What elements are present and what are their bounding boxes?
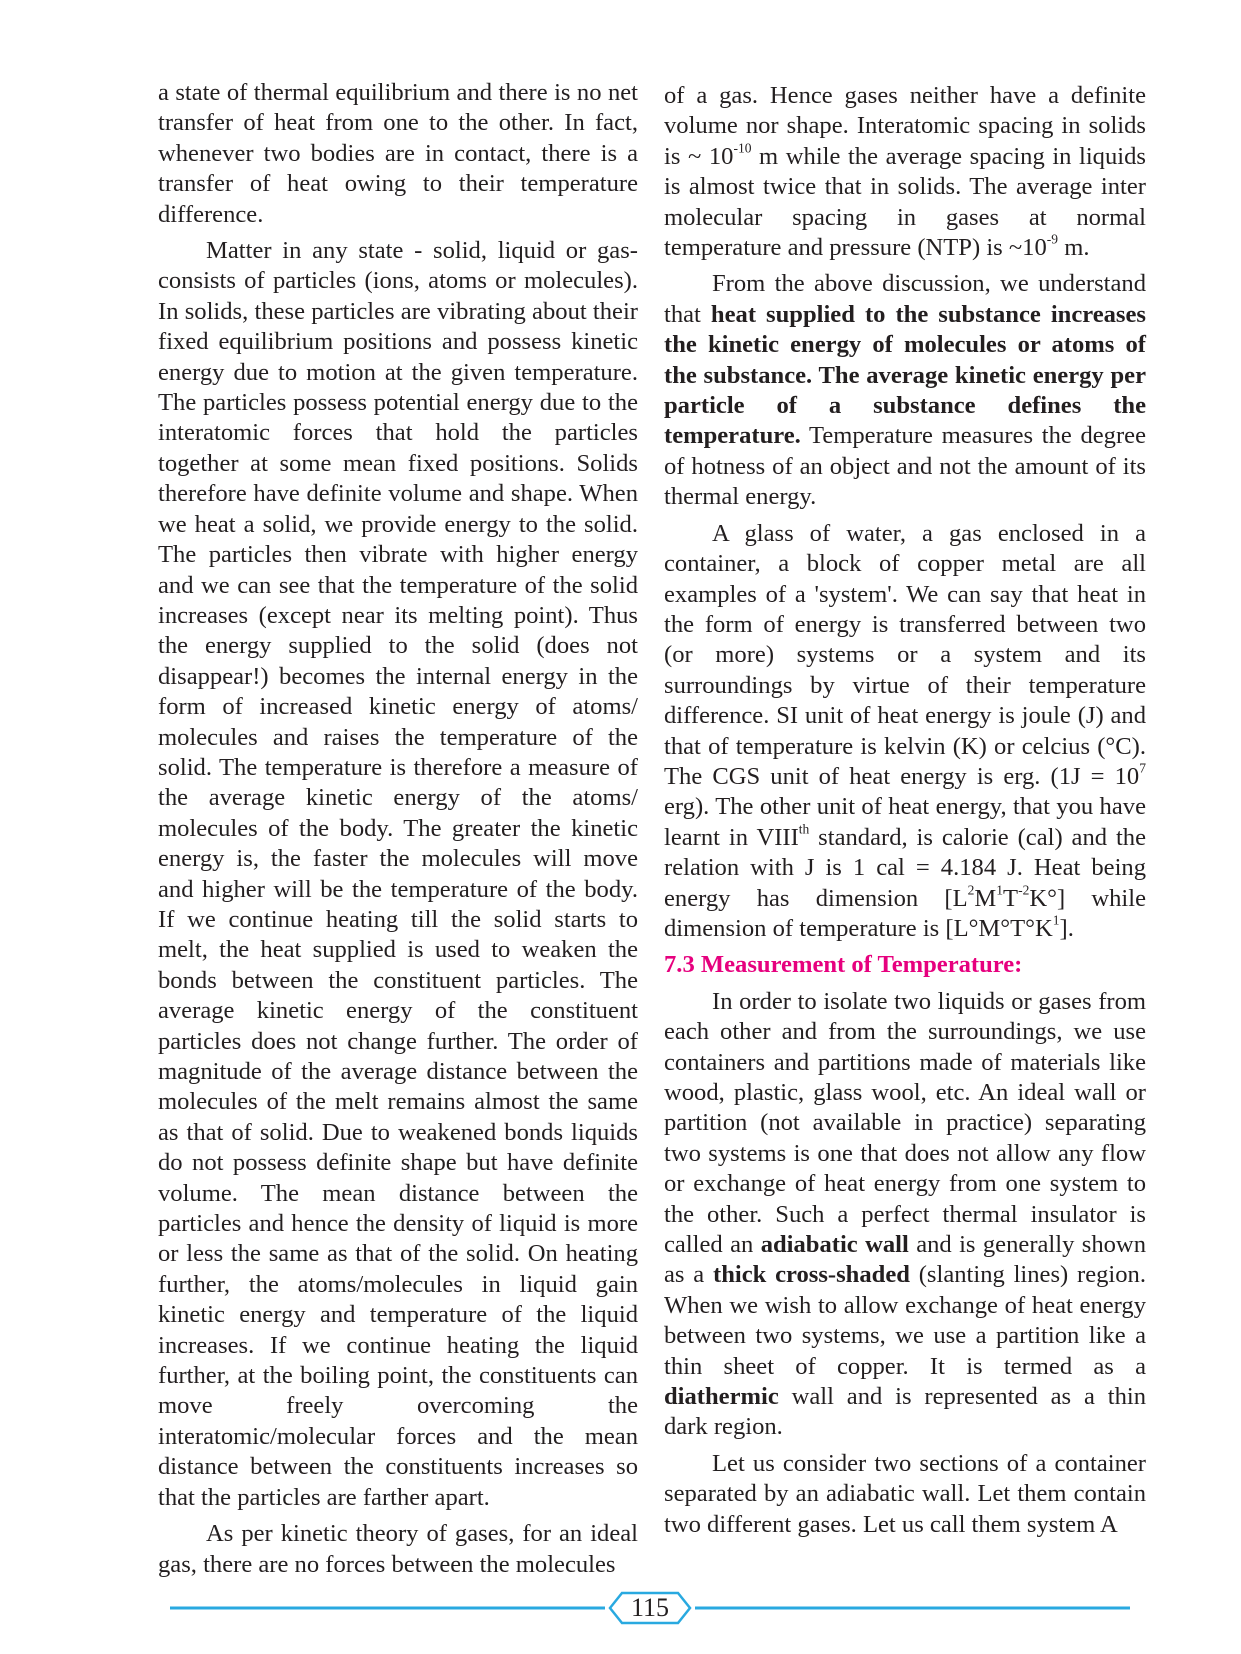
superscript: 7	[1139, 760, 1146, 776]
text-run: wall and is represented as a thin dark region.	[664, 1383, 1146, 1441]
paragraph	[664, 81, 1146, 263]
paragraph: As per kinetic theory of gases, for an ideal gas, there are no forces between the molecules	[158, 1520, 638, 1578]
text-run: ].	[1059, 914, 1074, 942]
text-run: A glass of water, a gas enclosed in a container, a block of copper metal are all examples of a 'system'. We can say that heat in the form of energy is transferred between two (or more) systems or a system and its surroundings by virtue of their temperature difference. SI unit of heat energy is joule (J) and that of temperature is kelvin (K) or celcius (°C). The CGS unit of heat energy is erg. (1J = 10	[664, 519, 1146, 790]
superscript: -9	[1046, 231, 1059, 247]
paragraph	[664, 519, 1146, 945]
text-run: (slanting lines) region. When we wish to allow exchange of heat energy between two systems, we use a partition like a thin sheet of copper. It is termed as a	[664, 1261, 1147, 1380]
paragraph	[664, 987, 1146, 1443]
text-run: standard, is calorie (cal) and the relation with J is 1 cal = 4.184 J. Heat being energy has dimension [L	[664, 823, 1146, 912]
superscript: 1	[996, 882, 1004, 898]
text-run: and is generally shown as a	[664, 1231, 1146, 1289]
superscript: -2	[1018, 882, 1030, 898]
right-column	[664, 81, 1146, 1546]
left-column	[158, 78, 638, 1586]
bold-text: adiabatic wall	[760, 1231, 909, 1259]
superscript: 1	[1052, 912, 1060, 928]
bold-text: thick cross-shaded	[713, 1261, 910, 1289]
superscript: th	[798, 821, 810, 837]
text-run: of a gas. Hence gases neither have a definite volume nor shape. Interatomic spacing in solids is ~ 10	[664, 82, 1146, 170]
text-run: Temperature measures the degree of hotness of an object and not the amount of its thermal energy.	[664, 422, 1146, 511]
text-run: In order to isolate two liquids or gases from each other and from the surroundings, we use containers and partitions made of materials like wood, plastic, glass wool, etc. An ideal wall or partition (not available in practice) separating two systems is one that does not allow any flow or exchange of heat energy from one system to the other. Such a perfect thermal insulator is called an	[664, 987, 1146, 1259]
paragraph	[664, 269, 1146, 512]
bold-text: heat supplied to the substance increases the kinetic energy of molecules or atoms of the substance. The average kinetic energy per particle of a substance defines the temperature.	[664, 300, 1146, 450]
paragraph: a state of thermal equilibrium and there is no net transfer of heat from one to the other. In fact, whenever two bodies are in contact, there is a transfer of heat owing to their temperature difference.	[158, 79, 638, 228]
bold-text: diathermic	[664, 1383, 779, 1411]
text-run: T	[1003, 884, 1019, 912]
text-run: M	[974, 884, 997, 912]
page-footer	[170, 1590, 1130, 1626]
page-number: 115	[630, 1593, 670, 1622]
superscript: -10	[733, 140, 752, 156]
text-run: m.	[1058, 234, 1090, 262]
paragraph: Let us consider two sections of a container separated by an adiabatic wall. Let them contain two different gases. Let us call them system A	[664, 1449, 1146, 1538]
paragraph: Matter in any state - solid, liquid or gas- consists of particles (ions, atoms or molecules). In solids, these particles are vibrating about their fixed equilibrium positions and possess kinetic energy due to motion at the given temperature. The particles possess potential energy due to the interatomic forces that hold the particles together at some mean fixed positions. Solids therefore have definite volume and shape. When we heat a solid, we provide energy to the solid. The particles then vibrate with higher energy and we can see that the temperature of the solid increases (except near its melting point). Thus the energy supplied to the solid (does not disappear!) becomes the internal energy in the form of increased kinetic energy of atoms/ molecules and raises the temperature of the solid. The temperature is therefore a measure of the average kinetic energy of the atoms/ molecules of the body. The greater the kinetic energy is, the faster the molecules will move and higher will be the temperature of the body. If we continue heating till the solid starts to melt, the heat supplied is used to weaken the bonds between the constituent particles. The average kinetic energy of the constituent particles does not change further. The order of magnitude of the average distance between the molecules of the melt remains almost the same as that of solid. Due to weakened bonds liquids do not possess definite shape but have definite volume. The mean distance between the particles and hence the density of liquid is more or less the same as that of the solid. On heating further, the atoms/molecules in liquid gain kinetic energy and temperature of the liquid increases. If we continue heating the liquid further, at the boiling point, the constituents can move freely overcoming the interatomic/molecular forces and the mean distance between the constituents increases so that the particles are farther apart.	[158, 237, 638, 1511]
text-run: m while the average spacing in liquids is almost twice that in solids. The average inter molecular spacing in gases at normal temperature and pressure (NTP) is ~10	[664, 142, 1146, 262]
superscript: 2	[967, 882, 975, 898]
text-run: erg). The other unit of heat energy, that you have learnt in VIII	[664, 793, 1146, 851]
text-run: K°] while dimension of temperature is [L°M°T°K	[664, 884, 1146, 942]
text-run: From the above discussion, we understand that	[664, 270, 1146, 328]
section-heading: 7.3 Measurement of Temperature:	[664, 951, 1023, 979]
